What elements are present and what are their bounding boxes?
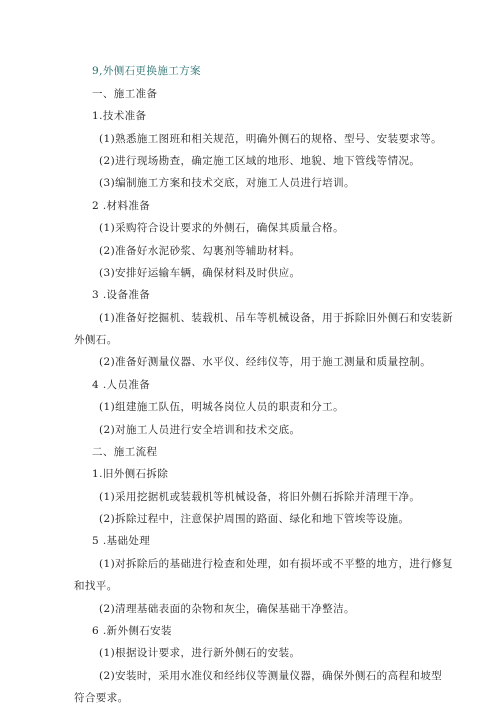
paragraph-line: (3)安排好运输车辆，确保材料及时供应。	[99, 267, 301, 279]
subsection-heading: 1.技术准备	[92, 110, 147, 122]
paragraph-line: (2)安装时，采用水准仪和经纬仪等测量仪器，确保外侧石的高程和坡型	[99, 670, 443, 682]
section-heading: 一、施工准备	[92, 88, 158, 100]
paragraph-line: (1)根据设计要求，进行新外侧石的安装。	[99, 647, 301, 659]
paragraph-line: (1)对拆除后的基础进行检查和处理，如有损坏或不平整的地方，进行修复	[99, 558, 453, 570]
subsection-heading: 3 .设备准备	[92, 289, 151, 301]
paragraph-line: (1)采用挖据机或装载机等机械设备，将旧外侧石拆除并清理干净。	[99, 491, 421, 503]
subsection-heading: 6 .新外侧石安装	[92, 625, 172, 637]
paragraph-line: (1)熟悉施工图班和相关规范，明确外侧石的规格、型号、安装要求等。	[99, 133, 443, 145]
subsection-heading: 1.旧外侧石拆除	[92, 468, 169, 480]
paragraph-line: (1)组建施工队伍，明城各岗位人员的职责和分工。	[99, 401, 344, 413]
paragraph-line: 和找平。	[74, 580, 118, 592]
paragraph-line: (3)编制施工方案和技术交底，对施工人员进行培训。	[99, 177, 355, 189]
section-heading: 二、施工流程	[92, 446, 158, 458]
paragraph-line: (2)准备好测量仪器、水平仪、经纬仪等，用于施工测量和质量控制。	[99, 356, 432, 368]
subsection-heading: 5 .基础处理	[92, 535, 151, 547]
paragraph-line: (2)准备好水泥砂浆、勾裏剂等辅助材料。	[99, 245, 301, 257]
subsection-heading: 2 .材料准备	[92, 200, 151, 212]
paragraph-line: (1)准备好挖掘机、装载机、吊车等机械设备，用于拆除旧外侧石和安装新	[99, 312, 453, 324]
paragraph-line: (2)进行现场勘查，确定施工区域的地形、地貌、地下管线等情况。	[99, 155, 421, 167]
paragraph-line: 外侧石。	[74, 334, 118, 346]
paragraph-line: (1)采购符合设计要求的外侧石，确保其质量合格。	[99, 222, 344, 234]
paragraph-line: (2)对施工人员进行安全培训和技术交底。	[99, 424, 301, 436]
paragraph-line: 符合要求。	[74, 692, 129, 704]
document-title: 9,外侧石更换施工方案	[92, 65, 201, 77]
paragraph-line: (2)拆除过程中，注意保护周围的路面、绿化和地下管埃等设施。	[99, 513, 410, 525]
subsection-heading: 4 .人员准备	[92, 379, 151, 391]
paragraph-line: (2)清理基础表面的杂物和灰尘，确保基础干净整洁。	[99, 603, 355, 615]
